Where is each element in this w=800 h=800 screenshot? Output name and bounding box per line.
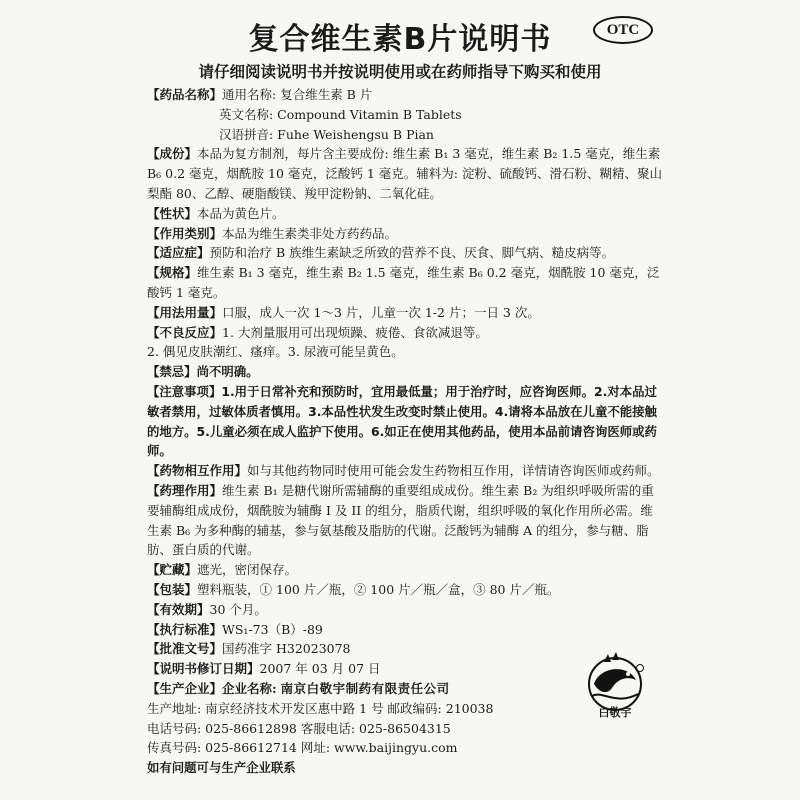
section-key: 【成份】 [147,146,198,162]
section-text: 30 个月。 [209,601,267,617]
adverse-continued: 2. 偶见皮肤潮红、瘙痒。3. 尿液可能呈黄色。 [147,344,404,360]
section-text: 尚不明确。 [196,364,259,380]
name-section [147,85,663,105]
section-key: 【作用类别】 [147,225,223,241]
section-key: 【执行标准】 [147,621,223,637]
section-key: 【药理作用】 [147,482,223,498]
section-key: 【有效期】 [147,601,210,617]
document-subtitle: 请仔细阅读说明书并按说明使用或在药师指导下购买和使用 [198,63,602,81]
section-key: 【药物相互作用】 [147,463,248,479]
spec-section [147,263,663,303]
standard-section [147,620,663,640]
adverse-section [147,323,663,343]
section-key: 【说明书修订日期】 [147,661,260,677]
section-text: 口服，成人一次 1～3 片，儿童一次 1-2 片；一日 3 次。 [222,304,540,320]
indication-section [147,243,663,263]
package-section [147,580,663,600]
otc-badge: OTC [593,16,653,44]
section-text: 本品为黄色片。 [197,205,285,221]
address-line: 生产地址: 南京经济技术开发区惠中路 1 号 邮政编码: 210038 [147,700,494,716]
storage-section [147,560,663,580]
maker-label: 企业名称: [222,680,277,696]
section-key: 【注意事项】 [147,383,222,399]
footer-note: 如有问题可与生产企业联系 [147,760,296,776]
section-text: 如与其他药物同时使用可能会发生药物相互作用，详情请咨询医师或药师。 [247,463,660,479]
section-key: 【用法用量】 [147,304,223,320]
ingredients-section [147,144,663,203]
section-text: 1. 大剂量服用可出现烦躁、疲倦、食欲减退等。 [222,324,488,340]
english-name: 英文名称: Compound Vitamin B Tablets [219,106,462,122]
document-title: 复合维生素B片说明书 [248,22,552,57]
appearance-section [147,204,663,224]
section-key: 【禁忌】 [147,364,197,380]
contra-section [147,362,663,382]
section-text: 遮光，密闭保存。 [197,562,298,578]
interaction-section [147,461,663,481]
section-key: 【批准文号】 [147,641,223,657]
section-text: 维生素 B₁ 是糖代谢所需辅酶的重要组成成份。维生素 B₂ 为组织呼吸所需的重要辅酶组成成份，烟酰胺为辅酶 I 及 II 的组分，脂质代谢，组织呼吸的氧化作用所必需。维生素 B₆ 为多种酶的辅基，参与氨基酸及脂肪的代谢。泛酸钙为辅酶 A 的组分，参与糖、脂肪、蛋白质的代谢。 [147,482,654,558]
section-text: 维生素 B₁ 3 毫克，维生素 B₂ 1.5 毫克，维生素 B₆ 0.2 毫克，烟酰胺 10 毫克，泛酸钙 1 毫克。 [147,265,660,300]
section-key: 【适应症】 [147,245,210,261]
section-key: 【包装】 [147,581,198,597]
pinyin-name: 汉语拼音: Fuhe Weishengsu B Pian [219,126,434,142]
generic-name: 通用名称: 复合维生素 B 片 [222,87,373,102]
section-text: WS₁-73（B）-89 [222,621,323,637]
section-text: 1.用于日常补充和预防时，宜用最低量；用于治疗时，应咨询医师。2.对本品过敏者禁用，过敏体质者慎用。3.本品性状发生改变时禁止使用。4.请将本品放在儿童不能接触的地方。5.儿童必须在成人监护下使用。6.如正在使用其他药品，使用本品前请咨询医师或药师。 [147,383,657,459]
section-text: 本品为维生素类非处方药药品。 [222,225,398,241]
section-key: 【不良反应】 [147,324,223,340]
section-text: 2007 年 03 月 07 日 [259,661,381,677]
logo-text: 白敬宇 [598,706,632,719]
fax-line: 传真号码: 025-86612714 网址: www.baijingyu.com [147,740,458,756]
section-text: 国药准字 H32023078 [222,641,351,657]
pharma-section [147,481,663,560]
company-name: 南京白敬宇制药有限责任公司 [280,680,450,696]
section-text: 塑料瓶装，① 100 片／瓶，② 100 片／瓶／盒，③ 80 片／瓶。 [197,581,560,597]
section-key: 【贮藏】 [147,562,198,578]
company-logo [578,650,652,720]
category-section [147,224,663,244]
section-text: 预防和治疗 B 族维生素缺乏所致的营养不良、厌食、脚气病、糙皮病等。 [209,245,615,261]
usage-section [147,303,663,323]
section-key: 【性状】 [147,205,198,221]
expiry-section [147,600,663,620]
section-key: 【规格】 [147,265,198,281]
section-text: 本品为复方制剂，每片含主要成份: 维生素 B₁ 3 毫克，维生素 B₂ 1.5 毫克，维生素 B₆ 0.2 毫克，烟酰胺 10 毫克，泛酸钙 1 毫克。辅料为: 淀粉、硫酸钙、滑石粉、糊精、聚山梨酯 80、乙醇、硬脂酸镁、羧甲淀粉钠、二氧化硅。 [147,146,662,201]
section-key: 【生产企业】 [147,680,223,696]
notes-section [147,382,663,461]
section-key: 【药品名称】 [147,87,223,102]
phone-line: 电话号码: 025-86612898 客服电话: 025-86504315 [147,720,451,736]
